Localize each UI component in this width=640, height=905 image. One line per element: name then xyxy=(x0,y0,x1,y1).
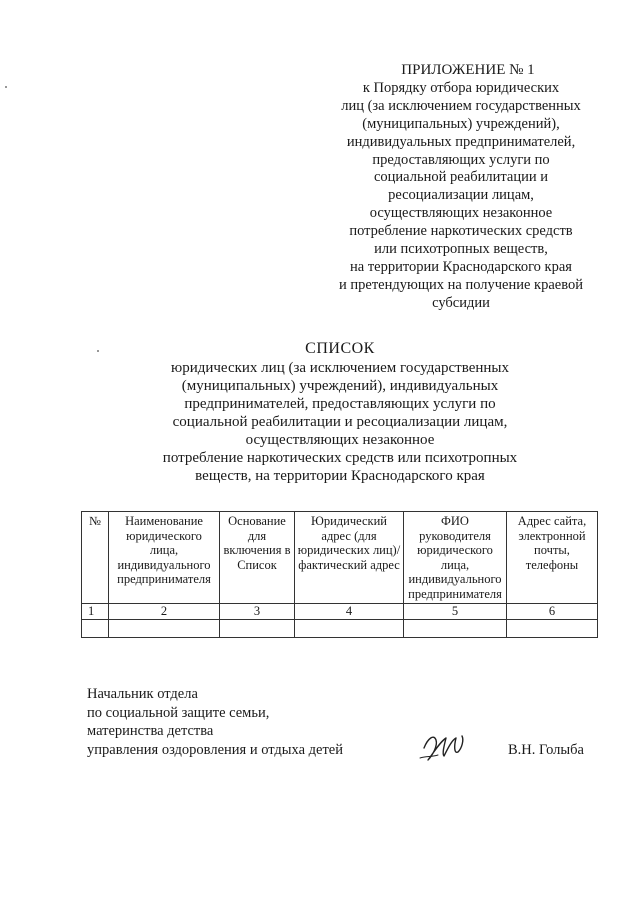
list-title-line: предпринимателей, предоставляющих услуги по xyxy=(184,396,496,412)
appendix-line: осуществляющих незаконное xyxy=(369,205,553,222)
appendix-block xyxy=(330,62,592,313)
position-line: управления оздоровления и отдыха детей xyxy=(87,741,343,758)
column-number-cell: 2 xyxy=(109,604,220,620)
appendix-line: лиц (за исключением государственных xyxy=(341,97,581,114)
header-number: № xyxy=(82,512,109,604)
table-cell xyxy=(507,619,598,637)
table-cell xyxy=(220,619,295,637)
header-contacts: Адрес сайта, электронной почты, телефоны xyxy=(507,512,598,604)
position-line: материнства детства xyxy=(87,723,214,739)
table-cell xyxy=(82,619,109,637)
registry-table xyxy=(81,511,598,638)
appendix-line: (муниципальных) учреждений), xyxy=(362,115,560,132)
list-title-line: веществ, на территории Краснодарского края xyxy=(195,468,485,484)
table-cell xyxy=(404,619,507,637)
header-basis: Основание для включения в Список xyxy=(220,512,295,604)
scan-speck xyxy=(5,86,7,88)
list-title-block xyxy=(120,340,560,485)
appendix-line: или психотропных веществ, xyxy=(374,241,548,258)
list-title-line: потребление наркотических средств или психотропных xyxy=(162,450,518,466)
appendix-line: субсидии xyxy=(432,294,490,311)
header-director: ФИО руководителя юридического лица, индивидуального предпринимателя xyxy=(404,512,507,604)
table-cell xyxy=(295,619,404,637)
table-cell xyxy=(109,619,220,637)
appendix-line: индивидуальных предпринимателей, xyxy=(346,133,576,150)
appendix-heading: ПРИЛОЖЕНИЕ № 1 xyxy=(401,62,535,78)
list-title-line: осуществляющих незаконное xyxy=(245,432,435,448)
scan-speck xyxy=(97,350,99,352)
column-number-cell: 4 xyxy=(295,604,404,620)
table-row xyxy=(82,619,598,637)
appendix-line: предоставляющих услуги по xyxy=(372,151,550,168)
handwritten-signature xyxy=(418,726,468,766)
position-line: по социальной защите семьи, xyxy=(87,704,270,721)
header-address: Юридический адрес (для юридических лиц)/фактический адрес xyxy=(295,512,404,604)
signature-position-block xyxy=(87,685,343,759)
appendix-line: на территории Краснодарского края xyxy=(350,258,572,275)
column-number-cell: 6 xyxy=(507,604,598,620)
column-number-cell: 1 xyxy=(82,604,109,620)
appendix-line: и претендующих на получение краевой xyxy=(339,276,583,293)
appendix-line: ресоциализации лицам, xyxy=(388,187,534,204)
list-title-line: юридических лиц (за исключением государственных xyxy=(170,360,509,376)
appendix-line: социальной реабилитации и xyxy=(373,169,549,186)
list-title-line: (муниципальных) учреждений), индивидуальных xyxy=(181,378,499,394)
table-numbering-row xyxy=(82,604,598,620)
list-title-line: социальной реабилитации и ресоциализации лицам, xyxy=(172,414,508,430)
column-number-cell: 5 xyxy=(404,604,507,620)
appendix-line: потребление наркотических средств xyxy=(349,223,573,240)
list-heading: СПИСОК xyxy=(305,340,375,357)
column-number-cell: 3 xyxy=(220,604,295,620)
position-line: Начальник отдела xyxy=(87,686,198,702)
appendix-line: к Порядку отбора юридических xyxy=(362,79,560,96)
signer-name: В.Н. Голыба xyxy=(508,742,584,758)
header-name: Наименование юридического лица, индивидуального предпринимателя xyxy=(109,512,220,604)
table-header-row xyxy=(82,512,598,604)
